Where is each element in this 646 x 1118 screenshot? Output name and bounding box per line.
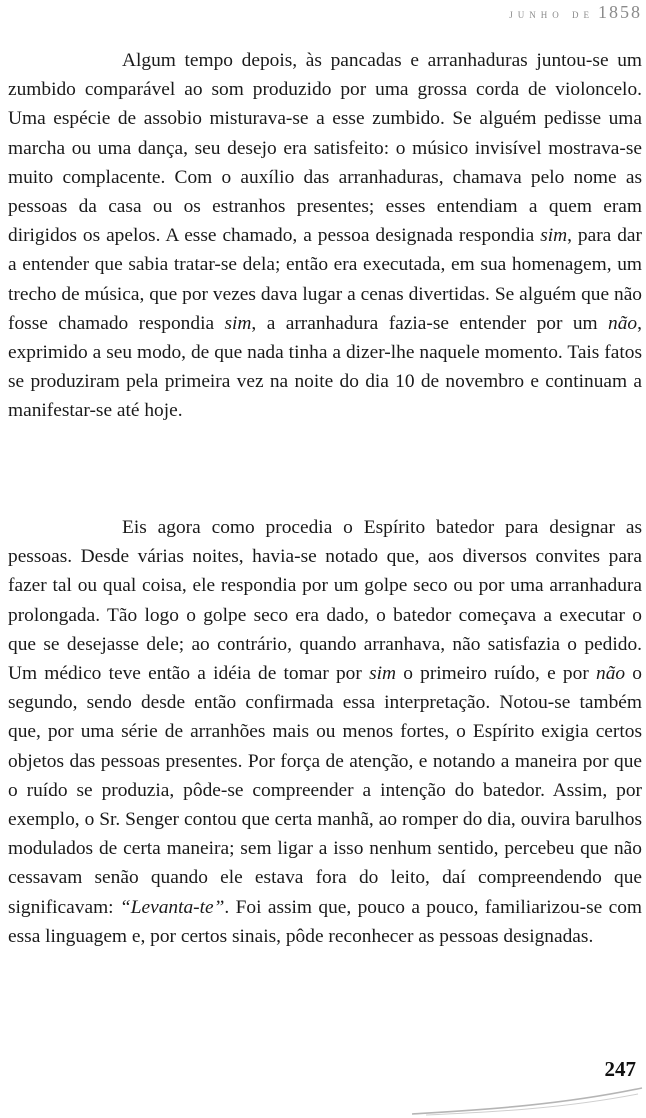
paragraph-1	[8, 46, 642, 426]
text-run: , a arranhadura fazia-se entender por um	[251, 312, 609, 334]
header-month: junho de	[509, 6, 594, 21]
header-year: 1858	[598, 2, 642, 22]
italic-word: “Levanta-te”	[119, 896, 225, 918]
italic-word: não	[608, 312, 638, 334]
paragraph-2	[8, 513, 642, 951]
paragraph-2-text	[8, 513, 642, 951]
italic-word: sim	[540, 225, 568, 247]
text-run: Eis agora como procedia o Espírito batedor para designar as pessoas. Desde várias noites, havia-se notado que, aos diversos convites para fazer tal ou qual coisa, ele respondia por um golpe seco ou por uma arranhadura prolongada. Tão logo o golpe seco era dado, o batedor começava a executar o que se desejasse dele; ao contrário, quando arranhava, não satisfazia o pedido. Um médico teve então a idéia de tomar por	[8, 517, 642, 685]
text-run: o segundo, sendo desde então confirmada essa interpretação. Notou-se também que, por uma série de arranhões mais ou menos fortes, o Espírito exigia certos objetos das pessoas presentes. Por força de atenção, e notando a maneira por que o ruído se produzia, pôde-se compreender a intenção do batedor. Assim, por exemplo, o Sr. Senger contou que certa manhã, ao romper do dia, ouvira barulhos modulados de certa maneira; sem ligar a isso nenhum sentido, percebeu que não cessavam senão quando ele estava fora do leito, daí compreendendo que significavam:	[8, 663, 643, 918]
running-header	[509, 2, 642, 23]
text-run: , exprimido a seu modo, de que nada tinha a dizer-lhe naquele momento. Tais fatos se produziram pela primeira vez na noite do dia 10 de novembro e continuam a manifestar-se até hoje.	[8, 312, 642, 422]
swoosh-stroke	[412, 1088, 642, 1114]
text-run: . Foi assim que, pouco a pouco, familiarizou-se com essa linguagem e, por certos sinais, pôde reconhecer as pessoas designadas.	[8, 896, 642, 947]
paragraph-1-text	[8, 46, 642, 426]
text-run: , para dar a entender que sabia tratar-se dela; então era executada, em sua homenagem, um trecho de música, que por vezes dava lugar a cenas divertidas. Se alguém que não fosse chamado respondia	[8, 225, 642, 334]
text-run: o primeiro ruído, e por	[396, 663, 596, 685]
page-number: 247	[604, 1057, 636, 1081]
page-swoosh-ornament	[406, 1084, 646, 1118]
italic-word: sim	[224, 312, 252, 334]
italic-word: sim	[369, 663, 396, 685]
italic-word: não	[596, 663, 626, 685]
text-run: Algum tempo depois, às pancadas e arranhaduras juntou-se um zumbido comparável ao som produzido por uma grossa corda de violoncelo. Uma espécie de assobio misturava-se a esse zumbido. Se alguém pedisse uma marcha ou uma dança, seu desejo era satisfeito: o músico invisível mostrava-se muito complacente. Com o auxílio das arranhaduras, chamava pelo nome as pessoas da casa ou os estranhos presentes; esses entendiam a quem eram dirigidos os apelos. A esse chamado, a pessoa designada respondia	[8, 50, 642, 247]
